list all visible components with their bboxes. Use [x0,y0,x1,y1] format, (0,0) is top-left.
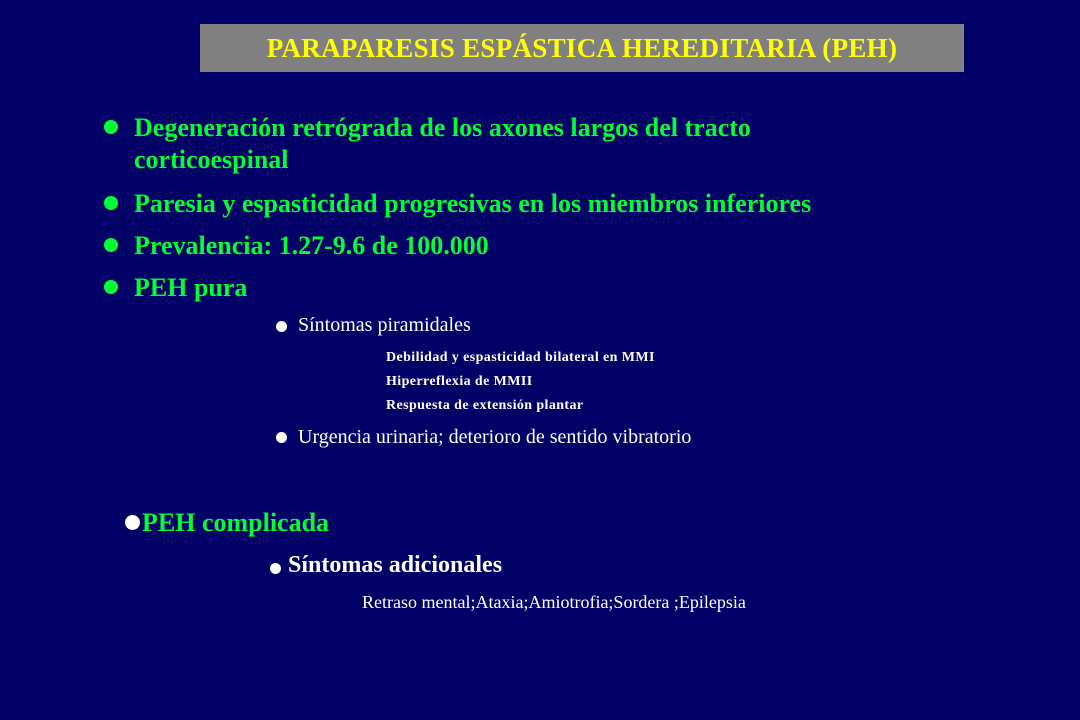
bullet-1-line-2: corticoespinal [134,145,289,174]
sub-bullet-urgencia: Urgencia urinaria; deterioro de sentido vibratorio [298,426,692,448]
sub-bullet-dot-adicionales [270,563,281,574]
detail-1: Debilidad y espasticidad bilateral en MMI [386,350,655,365]
sub-bullet-dot-1 [276,321,287,332]
bullet-dot-1 [104,120,118,134]
bullet-dot-4 [104,280,118,294]
bullet-2: Paresia y espasticidad progresivas en los miembros inferiores [134,189,812,218]
sub-bullet-adicionales: Síntomas adicionales [288,552,503,578]
title-box [200,24,964,72]
detail-2: Hiperreflexia de MMII [386,374,533,389]
bullet-3: Prevalencia: 1.27-9.6 de 100.000 [134,231,489,260]
bullet-dot-3 [104,238,118,252]
sub-bullet-piramidales: Síntomas piramidales [298,314,471,336]
slide-title: PARAPARESIS ESPÁSTICA HEREDITARIA (PEH) [266,32,898,63]
detail-3: Respuesta de extensión plantar [386,398,584,413]
detail-adicionales: Retraso mental;Ataxia;Amiotrofia;Sordera ;Epilepsia [362,592,746,612]
sub-bullet-dot-2 [276,432,287,443]
bullet-1-line-1: Degeneración retrógrada de los axones largos del tracto [134,113,751,142]
bullet-dot-2 [104,196,118,210]
bullet-dot-complicada [125,515,140,530]
bullet-complicada: PEH complicada [142,508,330,537]
bullet-4: PEH pura [134,273,248,302]
